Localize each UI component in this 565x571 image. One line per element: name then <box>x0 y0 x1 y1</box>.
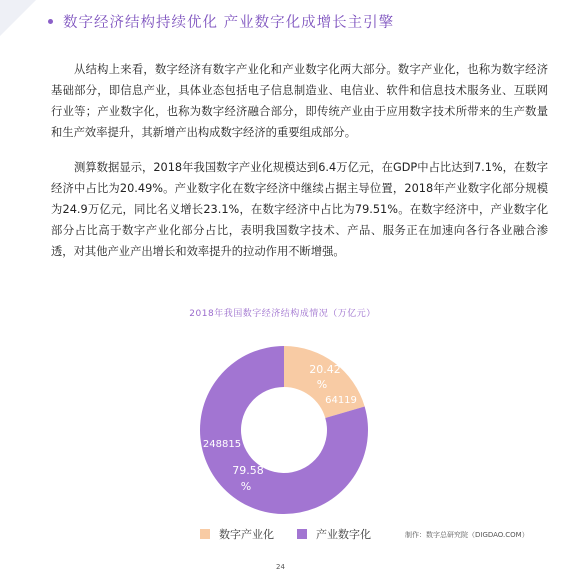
legend-item-digital-industrialization <box>200 526 274 542</box>
legend-label: 产业数字化 <box>316 528 371 541</box>
slice-percent-digital-industrialization: 20.42 <box>309 363 341 376</box>
page-number: 24 <box>276 563 285 571</box>
paragraph-statistics: 测算数据显示，2018年我国数字产业化规模达到6.4万亿元，在GDP中占比达到7.1%，在数字经济中占比为20.49%。产业数字化在数字经济中继续占据主导位置，2018年产业数字化部分规模为24.9万亿元，同比名义增长23.1%，在数字经济中占比为79.51%。在数字经济中，产业数字化部分占比高于数字产业化部分占比，表明我国数字技术、产品、服务正在加速向各行各业融合渗透，对其他产业产出增长和效率提升的拉动作用不断增强。 <box>51 161 548 258</box>
slice-percent-sign-digital-industrialization: % <box>316 378 328 391</box>
legend-swatch <box>297 529 307 539</box>
legend-swatch <box>200 529 210 539</box>
slice-percent-sign-industrial-digitalization: % <box>240 480 252 493</box>
legend-item-industrial-digitalization <box>297 526 371 542</box>
slice-percent-industrial-digitalization: 79.58 <box>232 464 264 477</box>
legend-label: 数字产业化 <box>219 528 274 541</box>
chart-title: 2018年我国数字经济结构成情况（万亿元） <box>189 309 376 319</box>
source-note: 制作：数字总研究院（DIGDAO.COM） <box>405 531 529 539</box>
section-title: 数字经济结构持续优化 产业数字化成增长主引擎 <box>63 15 395 31</box>
paragraph-structure: 从结构上来看，数字经济有数字产业化和产业数字化两大部分。数字产业化，也称为数字经济基础部分，即信息产业，具体业态包括电子信息制造业、电信业、软件和信息技术服务业、互联网行业等；产业数字化，也称为数字经济融合部分，即传统产业由于应用数字技术所带来的生产数量和生产效率提升，其新增产出构成数字经济的重要组成部分。 <box>51 63 548 139</box>
slice-value-industrial-digitalization: 248815 <box>202 439 242 450</box>
slice-value-digital-industrialization: 64119 <box>325 395 357 406</box>
